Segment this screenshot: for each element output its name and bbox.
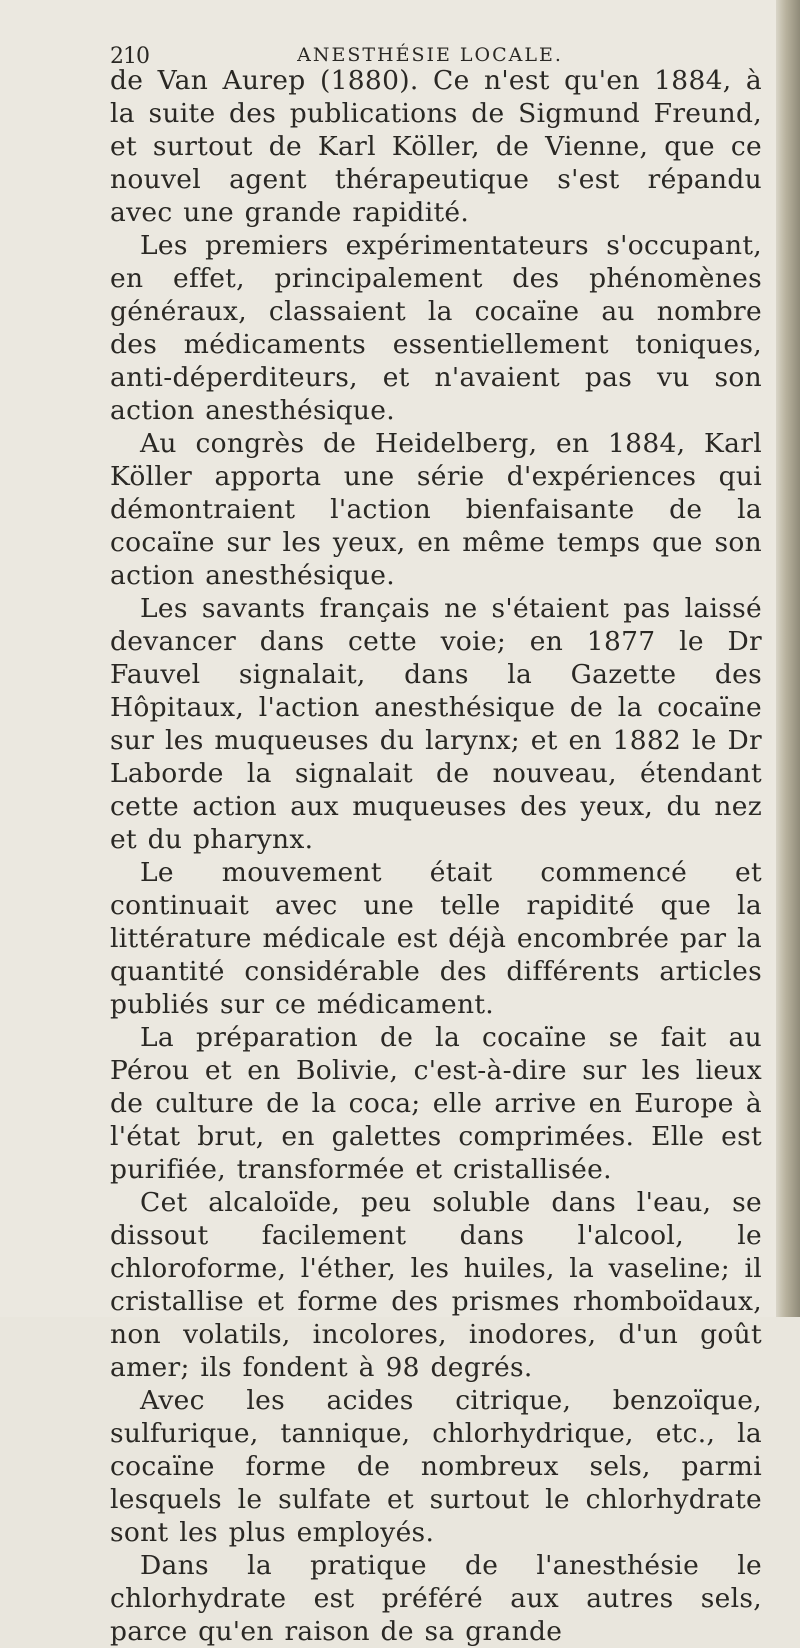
paragraph: Les savants français ne s'étaient pas laissé devancer dans cette voie; en 1877 le Dr Fauvel signalait, dans la Gazette des Hôpitaux, l'action anesthésique de la cocaïne sur les muqueuses du larynx; et en 1882 le Dr Laborde la signalait de nouveau, étendant cette action aux muqueuses des yeux, du nez et du pharynx. bbox=[110, 593, 762, 855]
paragraph: de Van Aurep (1880). Ce n'est qu'en 1884, à la suite des publications de Sigmund Freund, et surtout de Karl Köller, de Vienne, que ce nouvel agent thérapeutique s'est répandu avec une grande rapidité. bbox=[110, 65, 762, 228]
paragraph: La préparation de la cocaïne se fait au Pérou et en Bolivie, c'est-à-dire sur les lieux de culture de la coca; elle arrive en Europe à l'état brut, en galettes comprimées. Elle est purifiée, transformée et cristallisée. bbox=[110, 1022, 762, 1185]
running-title: ANESTHÉSIE LOCALE. bbox=[297, 44, 563, 66]
paragraph: Le mouvement était commencé et continuait avec une telle rapidité que la littérature médicale est déjà encombrée par la quantité considérable des différents articles publiés sur ce médicament. bbox=[110, 857, 762, 1020]
paragraph: Les premiers expérimentateurs s'occupant, en effet, principalement des phénomènes généraux, classaient la cocaïne au nombre des médicaments essentiellement toniques, anti-déperditeurs, et n'avaient pas vu son action anesthésique. bbox=[110, 230, 762, 426]
paragraph: Cet alcaloïde, peu soluble dans l'eau, se dissout facilement dans l'alcool, le chloroforme, l'éther, les huiles, la vaseline; il cristallise et forme des prismes rhomboïdaux, non volatils, incolores, inodores, d'un goût amer; ils fondent à 98 degrés. bbox=[110, 1187, 762, 1383]
body-text bbox=[110, 64, 762, 1648]
paragraph: Au congrès de Heidelberg, en 1884, Karl Köller apporta une série d'expériences qui démontraient l'action bienfaisante de la cocaïne sur les yeux, en même temps que son action anesthésique. bbox=[110, 428, 762, 591]
page-edge bbox=[776, 0, 800, 1317]
paragraph: Avec les acides citrique, benzoïque, sulfurique, tannique, chlorhydrique, etc., la cocaïne forme de nombreux sels, parmi lesquels le sulfate et surtout le chlorhydrate sont les plus employés. bbox=[110, 1385, 762, 1548]
paragraph: Dans la pratique de l'anesthésie le chlorhydrate est préféré aux autres sels, parce qu'en raison de sa grande bbox=[110, 1550, 762, 1647]
page-number: 210 bbox=[110, 44, 149, 69]
